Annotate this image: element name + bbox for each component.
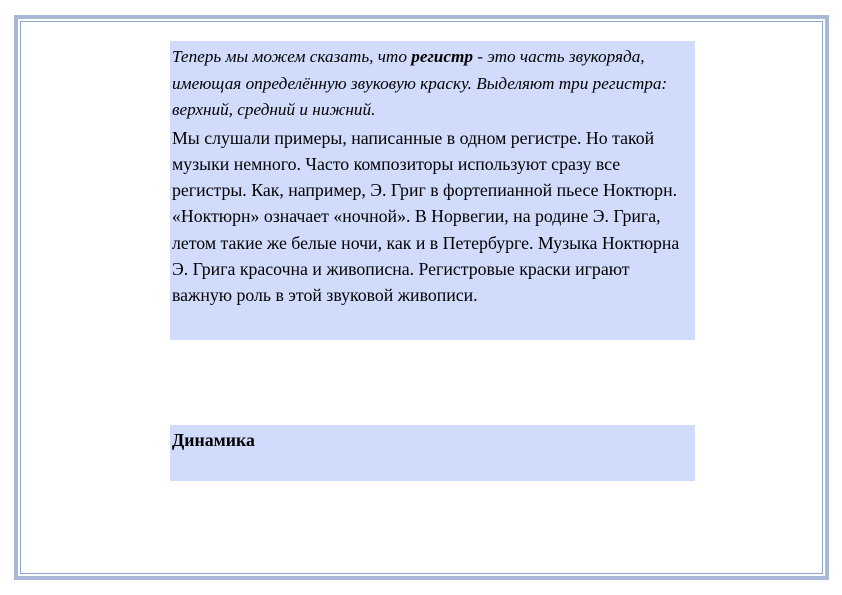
definition-text-start: Теперь мы можем сказать, что	[172, 47, 412, 66]
section-heading: Динамика	[172, 430, 255, 450]
main-text-block	[170, 41, 695, 340]
heading-block	[170, 425, 695, 481]
definition-text-end: - это часть звукоряда, имеющая определённую звуковую краску. Выделяют три регистра: верхний, средний и нижний.	[172, 47, 668, 119]
register-definition	[172, 44, 693, 124]
body-paragraph: Мы слушали примеры, написанные в одном регистре. Но такой музыки немного. Часто композиторы используют сразу все регистры. Как, например, Э. Григ в фортепианной пьесе Ноктюрн. «Ноктюрн» означает «ночной». В Норвегии, на родине Э. Грига, летом такие же белые ночи, как и в Петербурге. Музыка Ноктюрна Э. Грига красочна и живописна. Регистровые краски играют важную роль в этой звуковой живописи.	[172, 127, 680, 306]
register-term: регистр	[411, 47, 473, 66]
